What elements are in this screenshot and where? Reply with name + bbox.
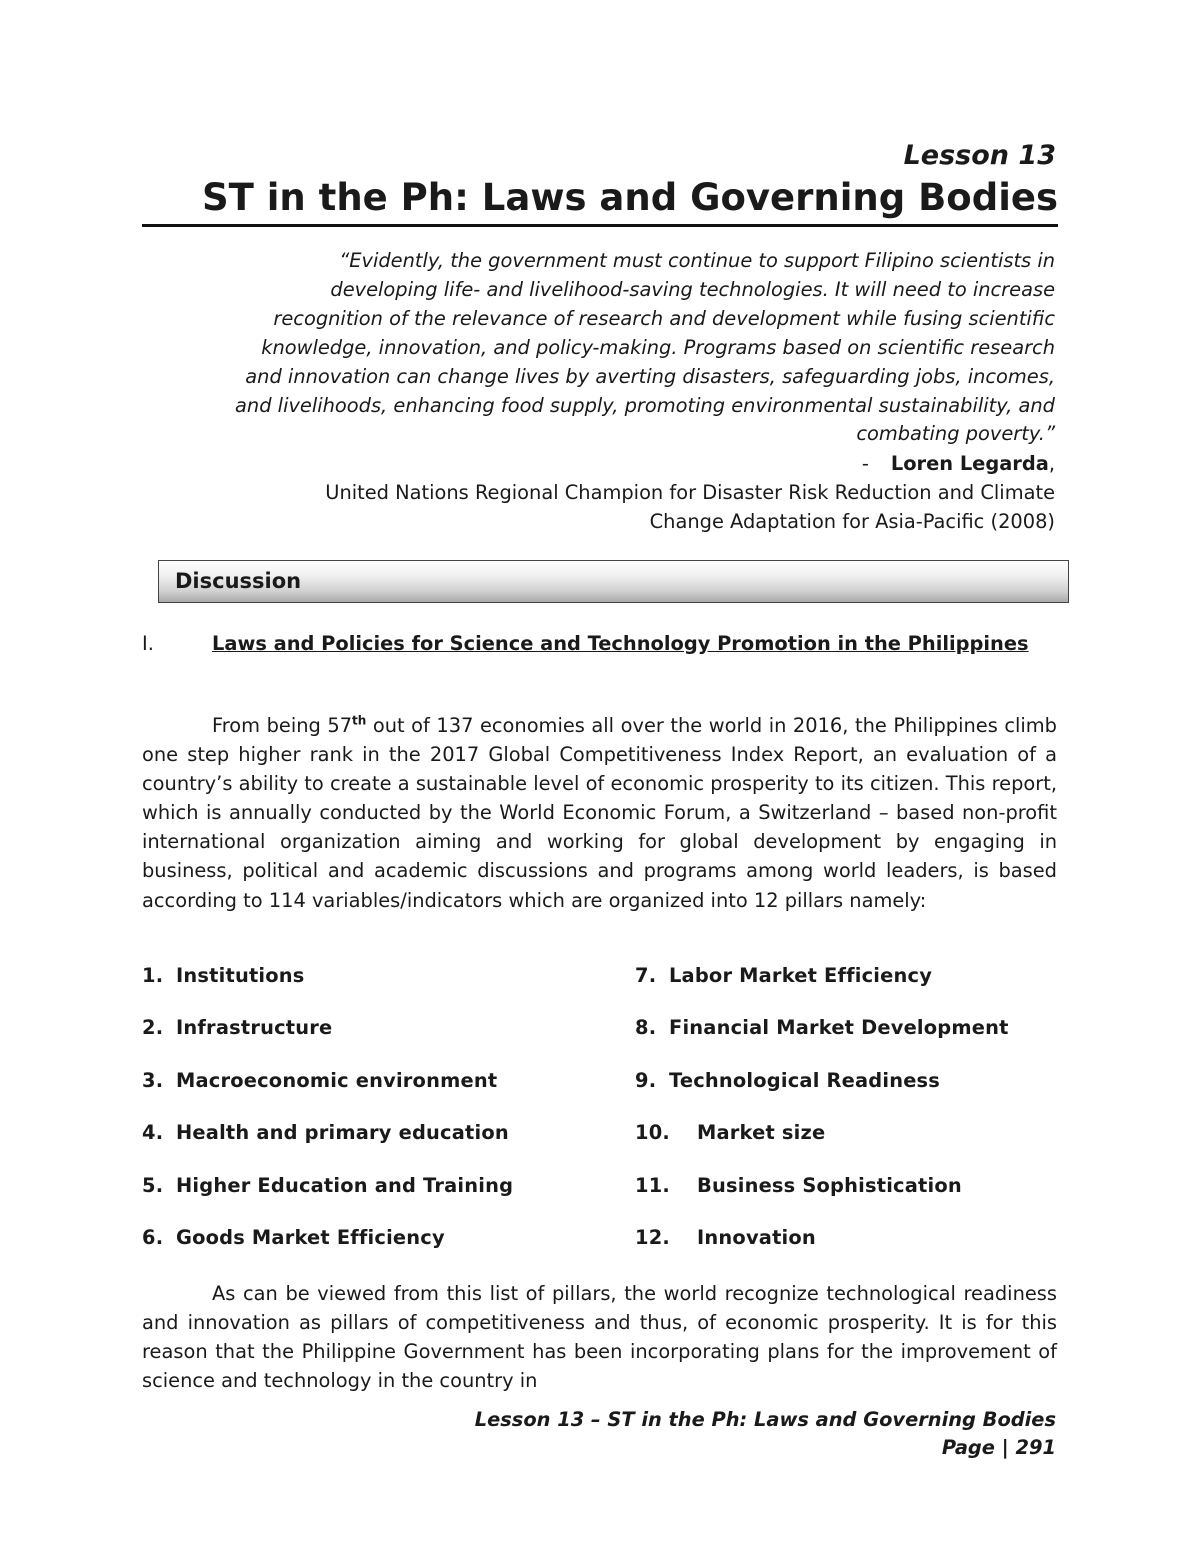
pillar-item [635,1121,825,1144]
intro-paragraph [142,711,1057,915]
quote-attribution [142,449,1055,536]
pillar-label: Higher Education and Training [176,1174,514,1197]
pillar-item [635,1174,962,1197]
pillar-label: Innovation [697,1226,816,1249]
pillar-item [142,1016,332,1039]
quote-line: “Evidently, the government must continue to support Filipino scientists in [339,249,1055,272]
pillar-number: 10. [635,1121,670,1144]
pillar-label: Technological Readiness [669,1069,941,1092]
epigraph-quote [142,247,1055,449]
pillar-number: 4. [142,1121,164,1144]
pillar-item [635,1226,816,1249]
pillar-label: Health and primary education [176,1121,509,1144]
page-number: Page | 291 [941,1436,1056,1459]
pillar-label: Infrastructure [176,1016,333,1039]
closing-paragraph: As can be viewed from this list of pillars, the world recognize technological readiness and innovation as pillars of competitiveness and thus, of economic prosperity. It is for this reason that the Philippine Government has been incorporating plans for the improvement of science and technology in the country in [142,1282,1057,1393]
paragraph-text: out of 137 economies all over the world in 2016, the Philippines climb one step higher rank in the 2017 Global Competitiveness Index Report, an evaluation of a country’s ability to create a sustainable level of economic prosperity to its citizen. This report, which is annually conducted by the World Economic Forum, a Switzerland – based non-profit international organization aiming and working for global development by engaging in business, political and academic discussions and programs among world leaders, is based according to 114 variables/indicators which are organized into 12 pillars namely: [142,714,1057,912]
pillar-item [635,1069,940,1092]
attribution-comma: , [1048,452,1055,475]
pillar-item [635,1016,1009,1039]
page-footer [475,1406,1056,1462]
pillar-number: 2. [142,1016,164,1039]
pillar-item [142,1069,497,1092]
pillar-number: 3. [142,1069,164,1092]
pillar-label: Goods Market Efficiency [176,1226,445,1249]
footer-running-title: Lesson 13 – ST in the Ph: Laws and Governing Bodies [474,1408,1056,1431]
quote-line: and innovation can change lives by averting disasters, safeguarding jobs, incomes, [245,364,1055,388]
pillar-item [142,1121,509,1144]
pillar-number: 12. [635,1226,670,1249]
section-heading [142,629,1057,658]
attribution-dash: - [861,452,869,475]
pillar-item [142,1174,513,1197]
quote-line: recognition of the relevance of research and development while fusing scientific [273,306,1055,330]
quote-line: combating poverty.” [856,422,1055,446]
pillar-label: Labor Market Efficiency [669,964,933,987]
pillar-item [142,964,305,987]
pillar-label: Financial Market Development [669,1016,1009,1039]
pillar-number: 5. [142,1174,164,1197]
author-role-line: Change Adaptation for Asia-Pacific (2008) [649,510,1055,533]
ordinal-suffix: th [352,713,367,728]
section-numeral: I. [142,632,154,655]
pillar-number: 1. [142,964,164,987]
pillar-number: 8. [635,1016,657,1039]
pillar-label: Institutions [176,964,305,987]
title-underline [142,224,1058,227]
section-title: Laws and Policies for Science and Technology Promotion in the Philippines [212,632,1029,655]
pillar-number: 9. [635,1069,657,1092]
discussion-banner [158,560,1069,603]
pillar-label: Business Sophistication [697,1174,962,1197]
paragraph-text: From being 57 [212,714,353,737]
author-role-line: United Nations Regional Champion for Disaster Risk Reduction and Climate [325,481,1055,504]
quote-line: and livelihoods, enhancing food supply, promoting environmental sustainability, and [235,393,1055,417]
page-title: ST in the Ph: Laws and Governing Bodies [201,176,1058,219]
pillar-label: Market size [697,1121,826,1144]
lesson-number: Lesson 13 [903,140,1056,171]
discussion-label: Discussion [175,569,302,593]
pillar-item [635,964,932,987]
pillar-label: Macroeconomic environment [176,1069,498,1092]
quote-author: Loren Legarda [890,452,1049,475]
pillar-number: 7. [635,964,657,987]
quote-line: knowledge, innovation, and policy-making. Programs based on scientific research [261,335,1055,359]
pillar-item [142,1226,445,1249]
quote-line: developing life- and livelihood-saving technologies. It will need to increase [330,277,1055,301]
pillar-number: 6. [142,1226,164,1249]
pillar-number: 11. [635,1174,670,1197]
